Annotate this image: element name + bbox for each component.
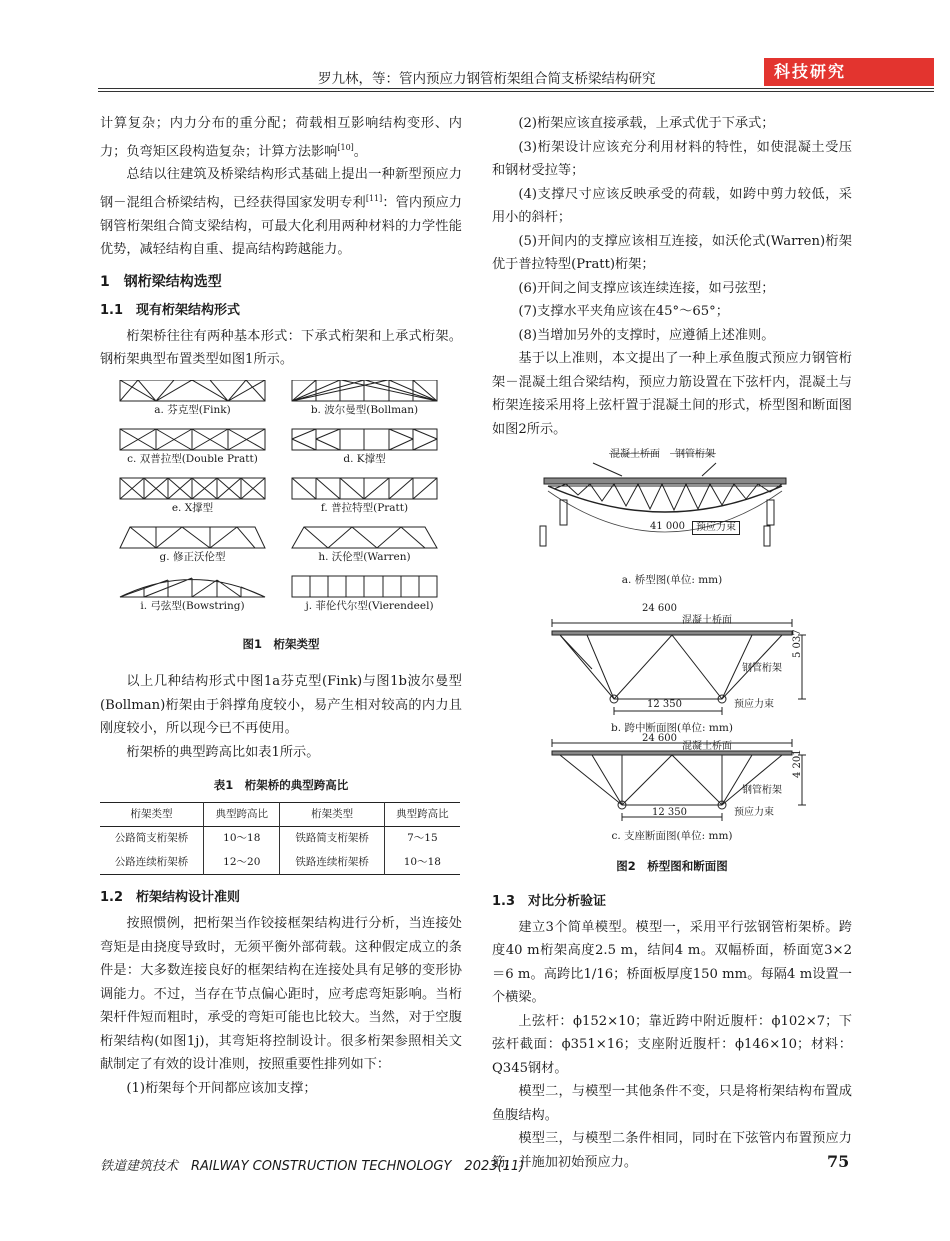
- subsection-heading: 1.3 对比分析验证: [492, 893, 607, 909]
- right-column: [492, 112, 852, 1174]
- paragraph: 模型二，与模型一其他条件不变，只是将桁架结构布置成鱼腹结构。: [492, 1084, 852, 1123]
- fig2c-caption: c. 支座断面图(单位: mm): [611, 830, 733, 842]
- paragraph: 桁架桥的典型跨高比如表1所示。: [126, 744, 320, 760]
- subsection-heading: 1.1 现有桁架结构形式: [100, 302, 241, 318]
- truss-bollman: [292, 380, 437, 401]
- paragraph: (1)桁架每个开间都应该加支撑；: [126, 1080, 317, 1096]
- list-item: (8)当增加另外的支撑时，应遵循上述准则。: [518, 327, 775, 343]
- truss-double-pratt: [120, 429, 265, 450]
- list-item: (3)桁架设计应该充分利用材料的特性，如使混凝土受压和钢材受拉等；: [492, 139, 852, 178]
- fig1-label-d: d. K撑型: [343, 452, 386, 465]
- table-row: 公路简支桁架桥 10～18 铁路简支桁架桥 7～15: [100, 827, 460, 851]
- fig2a-deck-label: 混凝土桥面: [610, 449, 660, 460]
- fig1-label-e: e. X撑型: [171, 501, 214, 514]
- fig2b-truss-label: 钢管桁架: [742, 663, 782, 674]
- fig2c-height: 4 201: [792, 749, 803, 778]
- truss-modified-warren: [120, 527, 265, 548]
- journal-footer: 铁道建筑技术 RAILWAY CONSTRUCTION TECHNOLOGY 2023(11): [100, 1159, 525, 1174]
- section-badge: 科技研究: [764, 58, 934, 86]
- header-rule-2: [98, 91, 934, 92]
- paragraph: 基于以上准则，本文提出了一种上承鱼腹式预应力钢管桁架－混凝土组合梁结构，预应力筋设置在下弦杆内，混凝土与桁架连接采用将上弦杆置于混凝土间的形式，桥型图和断面图如图2所示。: [492, 351, 852, 437]
- truss-warren: [292, 527, 437, 548]
- list-item: (5)开间内的支撑应该相互连接，如沃伦式(Warren)桁架优于普拉特型(Pratt)桁架；: [492, 233, 852, 272]
- paragraph: 以上几种结构形式中图1a芬克型(Fink)与图1b波尔曼型(Bollman)桁架由于斜撑角度较小，易产生相对较高的内力且刚度较小，所以现今已不再使用。: [100, 674, 462, 737]
- paragraph: 上弦杆：ϕ152×10；靠近跨中附近腹杆：ϕ102×7；下弦杆截面：ϕ351×16；支座附近腹杆：ϕ146×10；材料：Q345钢材。: [492, 1013, 852, 1076]
- table-row: 公路连续桁架桥 12～20 铁路连续桁架桥 10～18: [100, 851, 460, 875]
- table-header: 典型跨高比: [384, 802, 460, 827]
- fig2c-width: 24 600: [642, 733, 677, 744]
- table-1: [100, 802, 460, 876]
- truss-bowstring: [120, 578, 265, 597]
- figure-1: [100, 380, 462, 637]
- fig2c-truss-label: 钢管桁架: [742, 785, 782, 796]
- header-rule: [98, 88, 934, 89]
- fig1-label-b: b. 波尔曼型(Bollman): [310, 403, 419, 416]
- fig1-label-h: h. 沃伦型(Warren): [318, 550, 411, 563]
- fig2c-prestress-label: 预应力束: [734, 807, 774, 818]
- truss-k: [292, 429, 437, 450]
- list-item: (7)支撑水平夹角应该在45°～65°；: [518, 304, 729, 319]
- page-number: 75: [827, 1152, 850, 1171]
- fig2b-caption: b. 跨中断面图(单位: mm): [611, 722, 733, 734]
- paragraph: 桁架桥往往有两种基本形式：下承式桁架和上承式桁架。钢桁架典型布置类型如图1所示。: [100, 328, 462, 368]
- paragraph: 建立3个简单模型。模型一，采用平行弦钢管桁架桥。跨度40 m桁架高度2.5 m，结间4 m。双幅桥面，桥面宽3×2＝6 m。高跨比1/16；桥面板厚度150 mm。每隔4 m设置一个横梁。: [492, 919, 852, 1005]
- fig1-label-g: g. 修正沃伦型: [159, 550, 226, 563]
- table-header: 桁架类型: [130, 807, 173, 820]
- truss-fink: [120, 380, 265, 401]
- paragraph: 计算复杂；内力分布的重分配；荷载相互影响结构变形、内力；负弯矩区段构造复杂；计算方法影响[10]。: [100, 116, 462, 159]
- fig1-label-a: a. 芬克型(Fink): [154, 403, 231, 416]
- figure-1-caption: 图1 桁架类型: [242, 636, 320, 651]
- table-header: 典型跨高比: [204, 802, 280, 827]
- fig2a-truss-label: 钢管桁架: [675, 449, 715, 460]
- paragraph: 按照惯例，把桁架当作铰接框架结构进行分析，当连接处弯矩是由挠度导致时，无须平衡外部荷载。这种假定成立的条件是：大多数连接良好的框架结构在连接处具有足够的变形协调能力。不过，当存在节点偏心距时，应考虑弯矩影响。当桁架杆件短而粗时，承受的弯矩可能也比较大。当然，对于空腹桁架结构(如图1j)，其弯矩将控制设计。很多桁架参照相关文献制定了有效的设计准则，按照重要性排列如下：: [100, 916, 462, 1073]
- fig1-label-j: j. 菲伦代尔型(Vierendeel): [305, 599, 434, 612]
- subsection-heading: 1.2 桁架结构设计准则: [100, 890, 241, 906]
- fig2b-height: 5 037: [792, 629, 803, 658]
- truss-pratt: [292, 478, 437, 499]
- paragraph: 模型三，与模型二条件相同，同时在下弦管内布置预应力筋，并施加初始预应力。: [492, 1131, 852, 1170]
- figure-2-caption: 图2 桥型图和断面图: [616, 859, 728, 873]
- list-item: (2)桁架应该直接承载，上承式优于下承式；: [518, 116, 775, 131]
- fig2a-prestress-label: 预应力束: [692, 521, 740, 535]
- fig1-label-i: i. 弓弦型(Bowstring): [140, 599, 245, 612]
- running-title: 罗九林，等：管内预应力钢管桁架组合简支桥梁结构研究: [318, 71, 656, 87]
- left-column: [100, 112, 462, 1100]
- fig2b-bottom: 12 350: [647, 699, 682, 710]
- fig1-label-f: f. 普拉特型(Pratt): [320, 501, 409, 514]
- fig2a-span: 41 000: [650, 521, 685, 532]
- fig1-label-c: c. 双普拉型(Double Pratt): [127, 452, 258, 465]
- figure-2: [492, 449, 852, 853]
- section-heading: 1 钢桁梁结构选型: [100, 273, 222, 290]
- truss-x: [120, 478, 265, 499]
- list-item: (4)支撑尺寸应该反映承受的荷载，如跨中剪力较低，采用小的斜杆；: [492, 186, 852, 225]
- fig2b-deck-label: 混凝土桥面: [682, 615, 732, 626]
- list-item: (6)开间之间支撑应该连续连接，如弓弦型；: [518, 280, 775, 296]
- fig2a-caption: a. 桥型图(单位: mm): [621, 574, 723, 586]
- paragraph: 总结以往建筑及桥梁结构形式基础上提出一种新型预应力钢－混组合桥梁结构，已经获得国家发明专利[11]：管内预应力钢管桁架组合简支梁结构，可最大化利用两种材料的力学性能优势，减轻结构自重、提高结构跨越能力。: [100, 167, 462, 258]
- truss-vierendeel: [292, 576, 437, 597]
- table-1-caption: 表1 桁架桥的典型跨高比: [213, 778, 349, 793]
- fig2c-bottom: 12 350: [652, 807, 687, 818]
- fig2b-prestress-label: 预应力束: [734, 699, 774, 710]
- fig2b-width: 24 600: [642, 603, 677, 614]
- fig2c-deck-label: 混凝土桥面: [682, 741, 732, 752]
- table-header: 桁架类型: [280, 802, 384, 827]
